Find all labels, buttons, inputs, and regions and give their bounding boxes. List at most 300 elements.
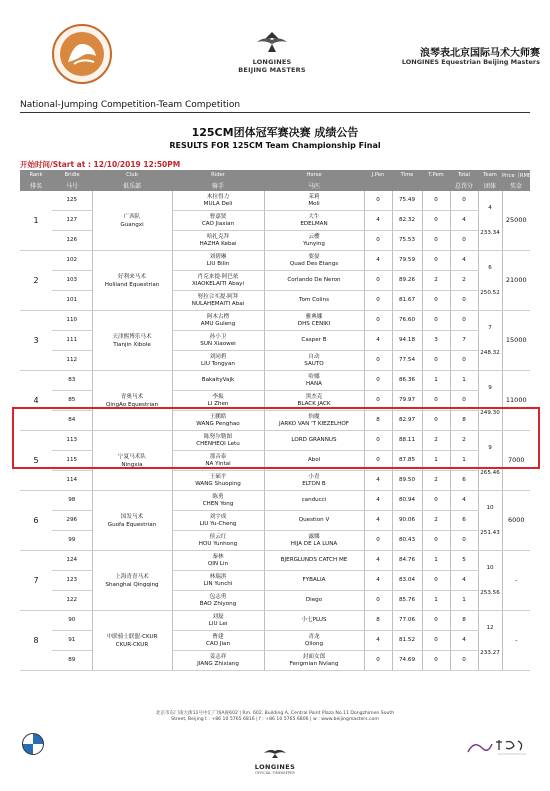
col-header-en-rider: Rider — [172, 170, 264, 180]
horse-cell — [264, 471, 364, 491]
jumping-penalty-cell: 8 — [364, 411, 392, 431]
table-row — [20, 311, 530, 331]
rider-cell — [172, 591, 264, 611]
col-header-en-team: Team — [478, 170, 502, 180]
horse-cell — [264, 311, 364, 331]
time-penalty-cell: 0 — [422, 351, 450, 371]
team-cell — [478, 251, 502, 311]
jumping-penalty-cell: 0 — [364, 311, 392, 331]
rider-cell — [172, 471, 264, 491]
rider-name-cn: 李振 — [212, 393, 224, 400]
rider-name-en: BakaityVajk — [201, 377, 235, 383]
team-cell — [478, 551, 502, 611]
total-cell: 6 — [450, 471, 478, 491]
club-name-en: Ningxia — [121, 461, 143, 468]
col-header-en-time: Time — [392, 170, 422, 180]
rider-name-cn: 王鹏皓 — [209, 413, 227, 420]
club-name-cn: 国发马术 — [120, 513, 144, 520]
jumping-penalty-cell: 4 — [364, 571, 392, 591]
col-header-cn-bridle: 马号 — [52, 180, 92, 191]
rider-cell — [172, 511, 264, 531]
club-name-cn: 中联骑士联盟-CKUR — [106, 633, 158, 640]
club-name-cn: 宁夏马术队 — [118, 453, 146, 460]
club-cell — [92, 311, 172, 371]
club-name-cn: 广西队 — [123, 213, 141, 220]
team-time: 248.32 — [480, 349, 500, 356]
horse-cell — [264, 491, 364, 511]
time-cell: 82.32 — [392, 211, 422, 231]
rider-name-cn: 阿木古楞 — [206, 313, 230, 320]
time-cell: 89.50 — [392, 471, 422, 491]
start-time: 开始时间/Start at : 12/10/2019 12:50PM — [20, 160, 181, 169]
time-penalty-cell: 0 — [422, 391, 450, 411]
horse-name-en: DHS CENIKI — [297, 320, 331, 327]
rank-cell: 3 — [20, 311, 52, 371]
horse-name-en: Moli — [308, 200, 320, 207]
team-time: 250.52 — [480, 289, 500, 296]
time-cell: 81.67 — [392, 291, 422, 311]
rider-name-en: WANG Penghao — [196, 420, 240, 427]
rider-name-cn: 林瑞淇 — [209, 573, 227, 580]
header-row-cn — [20, 180, 530, 191]
team-penalty: 6 — [488, 264, 492, 271]
team-penalty: 10 — [486, 564, 494, 571]
jumping-penalty-cell: 0 — [364, 231, 392, 251]
rider-name-en: LI Zhen — [207, 400, 229, 407]
team-cell — [478, 191, 502, 251]
header-divider — [20, 112, 530, 113]
horse-name-cn: 大牛 — [308, 213, 320, 220]
rider-cell — [172, 251, 264, 271]
total-cell: 0 — [450, 191, 478, 211]
rider-cell — [172, 231, 264, 251]
col-header-cn-total: 总罚分 — [450, 180, 478, 191]
time-cell: 84.76 — [392, 551, 422, 571]
bmw-logo-icon — [22, 733, 44, 755]
rank-cell: 4 — [20, 371, 52, 431]
time-cell: 75.49 — [392, 191, 422, 211]
prize-cell: - — [502, 611, 530, 671]
rank-cell: 2 — [20, 251, 52, 311]
bridle-cell: 110 — [52, 311, 92, 331]
horse-name-en: Corlando De Neron — [287, 277, 341, 283]
rider-name-en: AMU Guleng — [200, 320, 236, 327]
rider-cell — [172, 611, 264, 631]
col-header-en-tpen: T.Pem — [422, 170, 450, 180]
time-cell: 79.59 — [392, 251, 422, 271]
horse-name-en: ELTON B — [302, 480, 326, 487]
rank-cell: 5 — [20, 431, 52, 491]
footer-address — [0, 711, 550, 723]
time-penalty-cell: 0 — [422, 651, 450, 671]
horse-cell — [264, 291, 364, 311]
rider-name-cn: 包志勇 — [209, 593, 227, 600]
team-time: 233.27 — [480, 649, 500, 656]
total-cell: 0 — [450, 231, 478, 251]
club-cell — [92, 191, 172, 251]
jumping-penalty-cell: 4 — [364, 331, 392, 351]
jumping-penalty-cell: 0 — [364, 451, 392, 471]
horse-cell — [264, 351, 364, 371]
longines-sponsor-logo — [234, 744, 316, 775]
total-cell: 8 — [450, 611, 478, 631]
time-cell: 88.11 — [392, 431, 422, 451]
team-time: 233.34 — [480, 229, 500, 236]
time-penalty-cell: 0 — [422, 251, 450, 271]
winged-hourglass-icon — [255, 30, 289, 54]
team-time: 265.46 — [480, 469, 500, 476]
horse-cell — [264, 251, 364, 271]
horse-name-en: EDELMAN — [300, 220, 328, 227]
bridle-cell: 83 — [52, 371, 92, 391]
rider-cell — [172, 651, 264, 671]
team-cell — [478, 311, 502, 371]
total-cell: 4 — [450, 631, 478, 651]
time-cell: 80.94 — [392, 491, 422, 511]
time-cell: 90.06 — [392, 511, 422, 531]
time-penalty-cell: 1 — [422, 591, 450, 611]
bridle-cell: 114 — [52, 471, 92, 491]
time-cell: 80.43 — [392, 531, 422, 551]
horse-name-cn: 哈娜 — [308, 373, 320, 380]
rider-cell — [172, 331, 264, 351]
time-penalty-cell: 2 — [422, 271, 450, 291]
event-title-cn: 浪琴表北京国际马术大师赛 — [420, 48, 540, 59]
total-cell: 4 — [450, 571, 478, 591]
rider-name-en: QIN Lin — [207, 560, 229, 567]
rider-name-en: BAO Zhiyong — [199, 600, 237, 607]
team-penalty: 12 — [486, 624, 494, 631]
team-penalty: 9 — [488, 444, 492, 451]
total-cell: 0 — [450, 291, 478, 311]
club-cell — [92, 551, 172, 611]
bridle-cell: 122 — [52, 591, 92, 611]
horse-name-cn: 自动 — [308, 353, 320, 360]
team-penalty: 10 — [486, 504, 494, 511]
team-penalty: 9 — [488, 384, 492, 391]
time-penalty-cell: 1 — [422, 551, 450, 571]
rider-name-en: LIU Tongyan — [201, 360, 235, 367]
horse-cell — [264, 191, 364, 211]
jumping-penalty-cell: 0 — [364, 351, 392, 371]
horse-name-en: BJERGLUNDS CATCH ME — [280, 557, 348, 563]
total-cell: 1 — [450, 591, 478, 611]
prize-cell: 21000 — [502, 251, 530, 311]
rider-name-cn: 刘宇成 — [209, 513, 227, 520]
col-header-en-jpen: J.Pen — [364, 170, 392, 180]
total-cell: 0 — [450, 311, 478, 331]
table-row — [20, 191, 530, 211]
horse-name-cn: 雅典娜 — [305, 313, 323, 320]
rider-name-cn: 努拉合买提·阿拜 — [197, 293, 239, 300]
jumping-penalty-cell: 0 — [364, 431, 392, 451]
total-cell: 2 — [450, 271, 478, 291]
total-cell: 4 — [450, 211, 478, 231]
longines-beijing-masters-logo — [232, 30, 312, 74]
jumping-penalty-cell: 4 — [364, 491, 392, 511]
col-header-en-horse: Horse — [264, 170, 364, 180]
logo-text-longines: LONGINES — [252, 58, 292, 66]
total-cell: 1 — [450, 371, 478, 391]
jumping-penalty-cell: 0 — [364, 291, 392, 311]
prize-cell: 6000 — [502, 491, 530, 551]
horse-name-en: 小七PLUS — [301, 617, 327, 623]
footer-address-line-1: 北京市东门南大街11号中汇广场A座602 | Rm. 602, Building A, Central Point Plaza No.11 Dongzhimen South — [155, 711, 395, 716]
rider-cell — [172, 291, 264, 311]
time-cell: 81.52 — [392, 631, 422, 651]
time-penalty-cell: 0 — [422, 311, 450, 331]
team-time: 251.43 — [480, 529, 500, 536]
horse-name-cn: 要晏 — [308, 253, 320, 260]
rider-name-cn: 陈努尔勒图 — [204, 433, 232, 440]
club-cell — [92, 251, 172, 311]
time-cell: 82.97 — [392, 411, 422, 431]
jumping-penalty-cell: 0 — [364, 371, 392, 391]
horse-name-en: Diego — [305, 597, 323, 603]
table-row — [20, 371, 530, 391]
bridle-cell: 115 — [52, 451, 92, 471]
col-header-en-club: Club — [92, 170, 172, 180]
rider-name-cn: 秦林 — [212, 553, 224, 560]
time-penalty-cell: 0 — [422, 411, 450, 431]
rider-name-cn: 曹嘉贤 — [209, 213, 227, 220]
club-cell — [92, 491, 172, 551]
horse-name-cn: 封面女郎 — [302, 653, 326, 660]
time-penalty-cell: 1 — [422, 371, 450, 391]
team-penalty: 7 — [488, 324, 492, 331]
rider-name-cn: 曹建 — [212, 633, 224, 640]
time-penalty-cell: 0 — [422, 571, 450, 591]
time-cell: 87.85 — [392, 451, 422, 471]
rider-name-en: LIU Lei — [208, 620, 228, 627]
rider-name-cn: 刘同碧 — [209, 353, 227, 360]
total-cell: 5 — [450, 551, 478, 571]
club-name-en: Shanghai Qingqing — [105, 581, 159, 588]
jumping-penalty-cell: 0 — [364, 591, 392, 611]
club-name-cn: 上海青青马术 — [115, 573, 149, 580]
bridle-cell: 103 — [52, 271, 92, 291]
jumping-penalty-cell: 0 — [364, 391, 392, 411]
time-penalty-cell: 0 — [422, 631, 450, 651]
col-header-cn-horse: 马匹 — [264, 180, 364, 191]
rank-cell: 7 — [20, 551, 52, 611]
club-name-en: QingAo Equestrian — [106, 401, 158, 408]
prize-cell: 7000 — [502, 431, 530, 491]
rank-cell: 1 — [20, 191, 52, 251]
total-cell: 0 — [450, 651, 478, 671]
rider-cell — [172, 351, 264, 371]
horse-cell — [264, 611, 364, 631]
total-cell: 0 — [450, 351, 478, 371]
horse-cell — [264, 571, 364, 591]
time-penalty-cell: 2 — [422, 471, 450, 491]
total-cell: 4 — [450, 251, 478, 271]
jumping-penalty-cell: 4 — [364, 551, 392, 571]
bridle-cell: 296 — [52, 511, 92, 531]
col-header-cn-rider: 骑手 — [172, 180, 264, 191]
horse-cell — [264, 271, 364, 291]
event-title-en: LONGINES Equestrian Beijing Masters — [401, 58, 540, 66]
time-penalty-cell: 0 — [422, 231, 450, 251]
col-header-cn-team: 团体 — [478, 180, 502, 191]
rider-name-cn: 肖克来提·阿巴依 — [197, 273, 239, 280]
time-penalty-cell: 0 — [422, 191, 450, 211]
horse-name-cn: 茉莉 — [308, 193, 320, 200]
horse-name-cn: 青龙 — [308, 633, 320, 640]
rider-cell — [172, 551, 264, 571]
bridle-cell: 127 — [52, 211, 92, 231]
bridle-cell: 98 — [52, 491, 92, 511]
jumping-penalty-cell: 4 — [364, 631, 392, 651]
horse-name-cn: 怡魔 — [308, 413, 320, 420]
club-name-en: Guangxi — [120, 221, 144, 228]
time-penalty-cell: 0 — [422, 291, 450, 311]
jumping-penalty-cell: 0 — [364, 531, 392, 551]
rider-name-en: JIANG Zhixiang — [197, 660, 239, 667]
bridle-cell: 84 — [52, 411, 92, 431]
time-cell: 94.18 — [392, 331, 422, 351]
total-cell: 7 — [450, 331, 478, 351]
rider-name-cn: 刘碧琳 — [209, 253, 227, 260]
rider-name-en: CAO Jiaxian — [201, 220, 235, 227]
col-header-en-rank: Rank — [20, 170, 52, 180]
time-penalty-cell: 0 — [422, 491, 450, 511]
total-cell: 2 — [450, 431, 478, 451]
total-cell: 6 — [450, 511, 478, 531]
prize-cell: 11000 — [502, 371, 530, 431]
bridle-cell: 111 — [52, 331, 92, 351]
col-header-cn-time — [392, 180, 422, 191]
horse-name-en: HIJA DE LA LUNA — [290, 540, 338, 547]
rider-name-cn: 那音泰 — [209, 453, 227, 460]
results-title-cn: 125CM团体冠军赛决赛 成绩公告 — [191, 126, 359, 139]
federation-logo-icon — [52, 24, 112, 84]
time-cell: 85.76 — [392, 591, 422, 611]
rider-name-en: CAO Jian — [206, 640, 230, 647]
logo-text-beijing-masters: BEIJING MASTERS — [238, 66, 306, 74]
horse-name-en: canducci — [301, 497, 327, 503]
rider-cell — [172, 571, 264, 591]
team-time: 253.56 — [480, 589, 500, 596]
col-header-cn-rank: 排名 — [20, 180, 52, 191]
prize-cell: 15000 — [502, 311, 530, 371]
time-penalty-cell: 0 — [422, 531, 450, 551]
rider-name-en: CHENHEQI Letu — [196, 440, 240, 447]
rider-cell — [172, 191, 264, 211]
time-penalty-cell: 2 — [422, 511, 450, 531]
jumping-penalty-cell: 4 — [364, 211, 392, 231]
bridle-cell: 113 — [52, 431, 92, 451]
rider-name-cn: 孙小卫 — [209, 333, 227, 340]
results-title-en: RESULTS FOR 125CM Team Championship Final — [169, 141, 381, 150]
time-cell: 75.53 — [392, 231, 422, 251]
team-penalty: 4 — [488, 204, 492, 211]
rider-name-en: XIAOKELAITI Abayi — [191, 280, 245, 287]
time-penalty-cell: 0 — [422, 611, 450, 631]
rider-cell — [172, 211, 264, 231]
rider-name-en: LIN Yunchi — [203, 580, 233, 587]
jumping-penalty-cell: 4 — [364, 471, 392, 491]
rider-name-en: SUN Xiaowei — [200, 340, 236, 347]
horse-name-cn: 露娜 — [308, 533, 320, 540]
jumping-penalty-cell: 8 — [364, 611, 392, 631]
horse-name-en: Qilong — [304, 640, 324, 647]
col-header-cn-prize: 奖金 — [502, 180, 530, 191]
time-penalty-cell: 1 — [422, 451, 450, 471]
horse-name-en: LORD GRANNUS — [291, 437, 337, 443]
club-name-cn: 青奥马术 — [120, 393, 144, 400]
rider-name-cn: 王硕平 — [209, 473, 227, 480]
bridle-cell: 85 — [52, 391, 92, 411]
jumping-penalty-cell: 4 — [364, 251, 392, 271]
bridle-cell: 101 — [52, 291, 92, 311]
rider-name-en: LIU Yu-Cheng — [199, 520, 237, 527]
rider-name-cn: 陈勇 — [212, 493, 224, 500]
time-penalty-cell: 2 — [422, 431, 450, 451]
club-name-cn: 天津熙博乐马术 — [112, 333, 152, 340]
bridle-cell: 112 — [52, 351, 92, 371]
table-row — [20, 491, 530, 511]
time-cell: 83.04 — [392, 571, 422, 591]
table-row — [20, 251, 530, 271]
rider-cell — [172, 631, 264, 651]
rider-name-en: NULAHEMAITI Abai — [191, 300, 245, 307]
total-cell: 8 — [450, 411, 478, 431]
horse-name-en: FYBALIA — [302, 577, 326, 583]
time-cell: 89.26 — [392, 271, 422, 291]
rider-cell — [172, 271, 264, 291]
table-row — [20, 611, 530, 631]
prize-cell: - — [502, 551, 530, 611]
horse-name-en: Yunying — [303, 240, 325, 247]
rider-name-en: NA Yintai — [205, 460, 231, 467]
rider-name-en: HOU Yunhong — [198, 540, 238, 547]
horse-cell — [264, 331, 364, 351]
col-header-cn-club: 俱乐部 — [92, 180, 172, 191]
horse-name-en: Tom Colins — [298, 297, 329, 303]
jumping-penalty-cell: 0 — [364, 191, 392, 211]
col-header-en-bridle: Bridle — [52, 170, 92, 180]
rider-name-en: HAZHA Kebai — [199, 240, 237, 247]
horse-name-en: Abol — [307, 457, 321, 463]
time-penalty-cell: 3 — [422, 331, 450, 351]
horse-name-en: HANA — [305, 380, 323, 387]
horse-name-en: Casper B — [301, 337, 327, 343]
bridle-cell: 89 — [52, 651, 92, 671]
bridle-cell: 99 — [52, 531, 92, 551]
competition-name: National-Jumping Competition-Team Competition — [20, 100, 241, 110]
club-name-cn: 好利来马术 — [118, 273, 146, 280]
horse-cell — [264, 371, 364, 391]
header-row-en — [20, 170, 530, 180]
horse-name-en: BLACK JACK — [297, 400, 331, 407]
club-name-en: Tianjin Xibole — [113, 341, 151, 348]
time-penalty-cell: 0 — [422, 211, 450, 231]
horse-cell — [264, 231, 364, 251]
rider-cell — [172, 371, 264, 391]
horse-name-en: Fengmian Nvlang — [289, 660, 339, 667]
rider-cell — [172, 311, 264, 331]
total-cell: 1 — [450, 451, 478, 471]
horse-name-cn: 黑杰克 — [305, 393, 323, 400]
rider-name-cn: 刘磊 — [212, 613, 224, 620]
bridle-cell: 91 — [52, 631, 92, 651]
col-header-cn-jpen — [364, 180, 392, 191]
rank-cell: 8 — [20, 611, 52, 671]
horse-cell — [264, 211, 364, 231]
horse-name-en: Question V — [298, 517, 330, 523]
rider-name-cn: 木拉得力 — [206, 193, 230, 200]
